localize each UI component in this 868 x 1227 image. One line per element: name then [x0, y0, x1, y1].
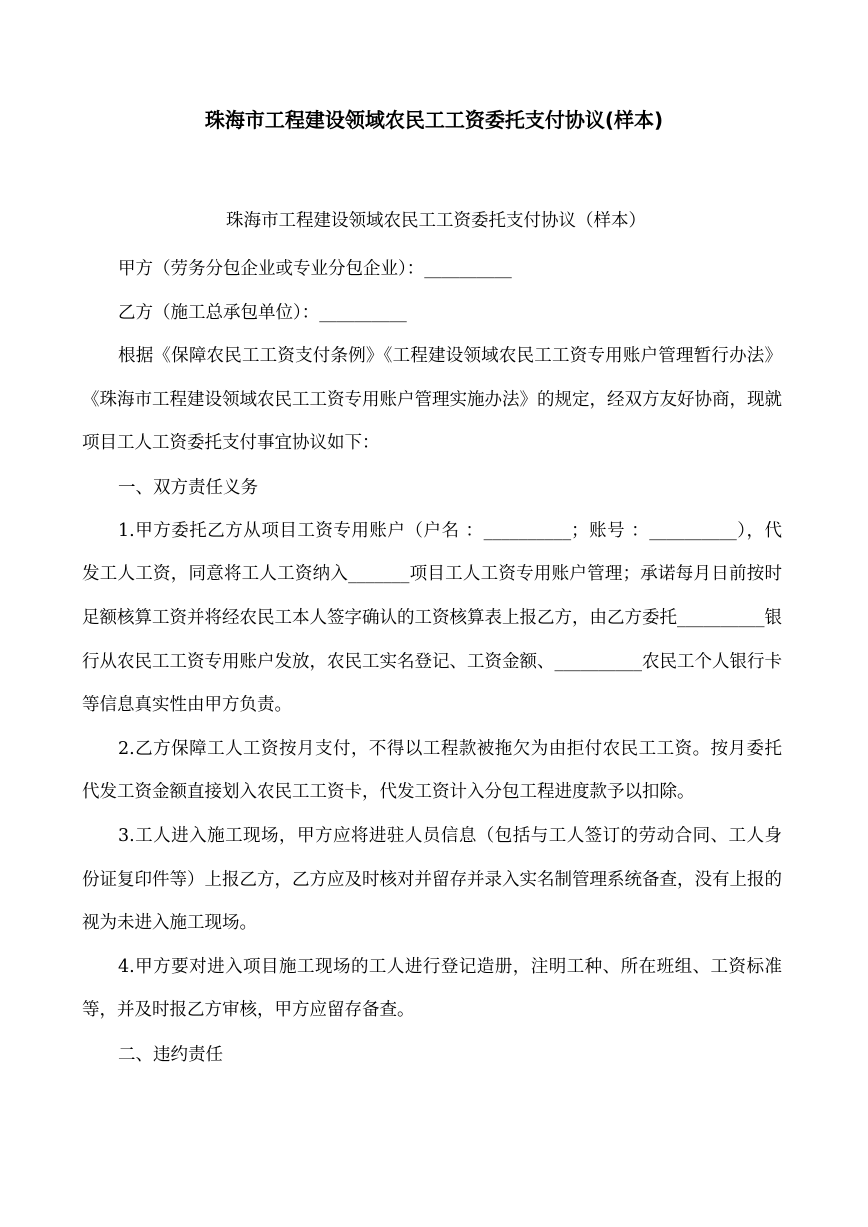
party-a-label: 甲方（劳务分包企业或专业分包企业）： [118, 259, 425, 279]
document-title: 珠海市工程建设领域农民工工资委托支付协议(样本) [204, 108, 664, 132]
party-b-blank: __________ [319, 303, 407, 323]
preamble-paragraph: 根据《保障农民工工资支付条例》《工程建设领域农民工工资专用账户管理暂行办法》《珠海市工程建设领域农民工工资专用账户管理实施办法》的规定，经双方友好协商，现就项目工人工资委托支付事宜协议如下： [82, 346, 782, 454]
section-1-heading: 一、双方责任义务 [118, 477, 258, 498]
clause-2-paragraph: 2.乙方保障工人工资按月支付，不得以工程款被拖欠为由拒付农民工工资。按月委托代发工资金额直接划入农民工工资卡，代发工资计入分包工程进度款予以扣除。 [82, 738, 782, 803]
party-a-blank: __________ [424, 259, 512, 279]
clause-1-blank-info: __________ [554, 651, 642, 672]
document-body [82, 203, 782, 1077]
clause-1-blank-project: _______ [348, 564, 410, 585]
clause-1-text-a: 1.甲方委托乙方从项目工资专用账户（户名 ： [118, 520, 484, 541]
clause-1-text-d: 银行从农民工工资专用账户发放，农民工实名登记、工资金额、 [82, 607, 782, 672]
party-b-label: 乙方（施工总承包单位）： [118, 303, 320, 323]
party-b-line [82, 291, 782, 335]
clause-4-paragraph: 4.甲方要对进入项目施工现场的工人进行登记造册，注明工种、所在班组、工资标准等，并及时报乙方审核，甲方应留存备查。 [82, 956, 782, 1021]
section-2-heading: 二、违约责任 [118, 1044, 223, 1065]
clause-3-paragraph: 3.工人进入施工现场，甲方应将进驻人员信息（包括与工人签订的劳动合同、工人身份证复印件等）上报乙方，乙方应及时核对并留存并录入实名制管理系统备查，没有上报的视为未进入施工现场。 [82, 825, 782, 934]
clause-1-blank-account-name: __________ [483, 520, 572, 541]
clause-1-blank-bank: __________ [677, 607, 765, 628]
document-subtitle: 珠海市工程建设领域农民工工资委托支付协议（样本） [226, 211, 646, 231]
clause-1-paragraph [82, 510, 782, 728]
party-a-line [82, 247, 782, 291]
clause-1-text-e: 农民工个人银行卡等信息真实性由甲方负责。 [82, 651, 782, 716]
clause-1-text-b: ；账号 ：__________），代发工人工资，同意将工人工资纳入 [82, 520, 783, 585]
clause-1-text-c: 项目工人工资专用账户管理；承诺每月日前按时足额核算工资并将经农民工本人签字确认的工资核算表上报乙方，由乙方委托 [82, 564, 783, 628]
